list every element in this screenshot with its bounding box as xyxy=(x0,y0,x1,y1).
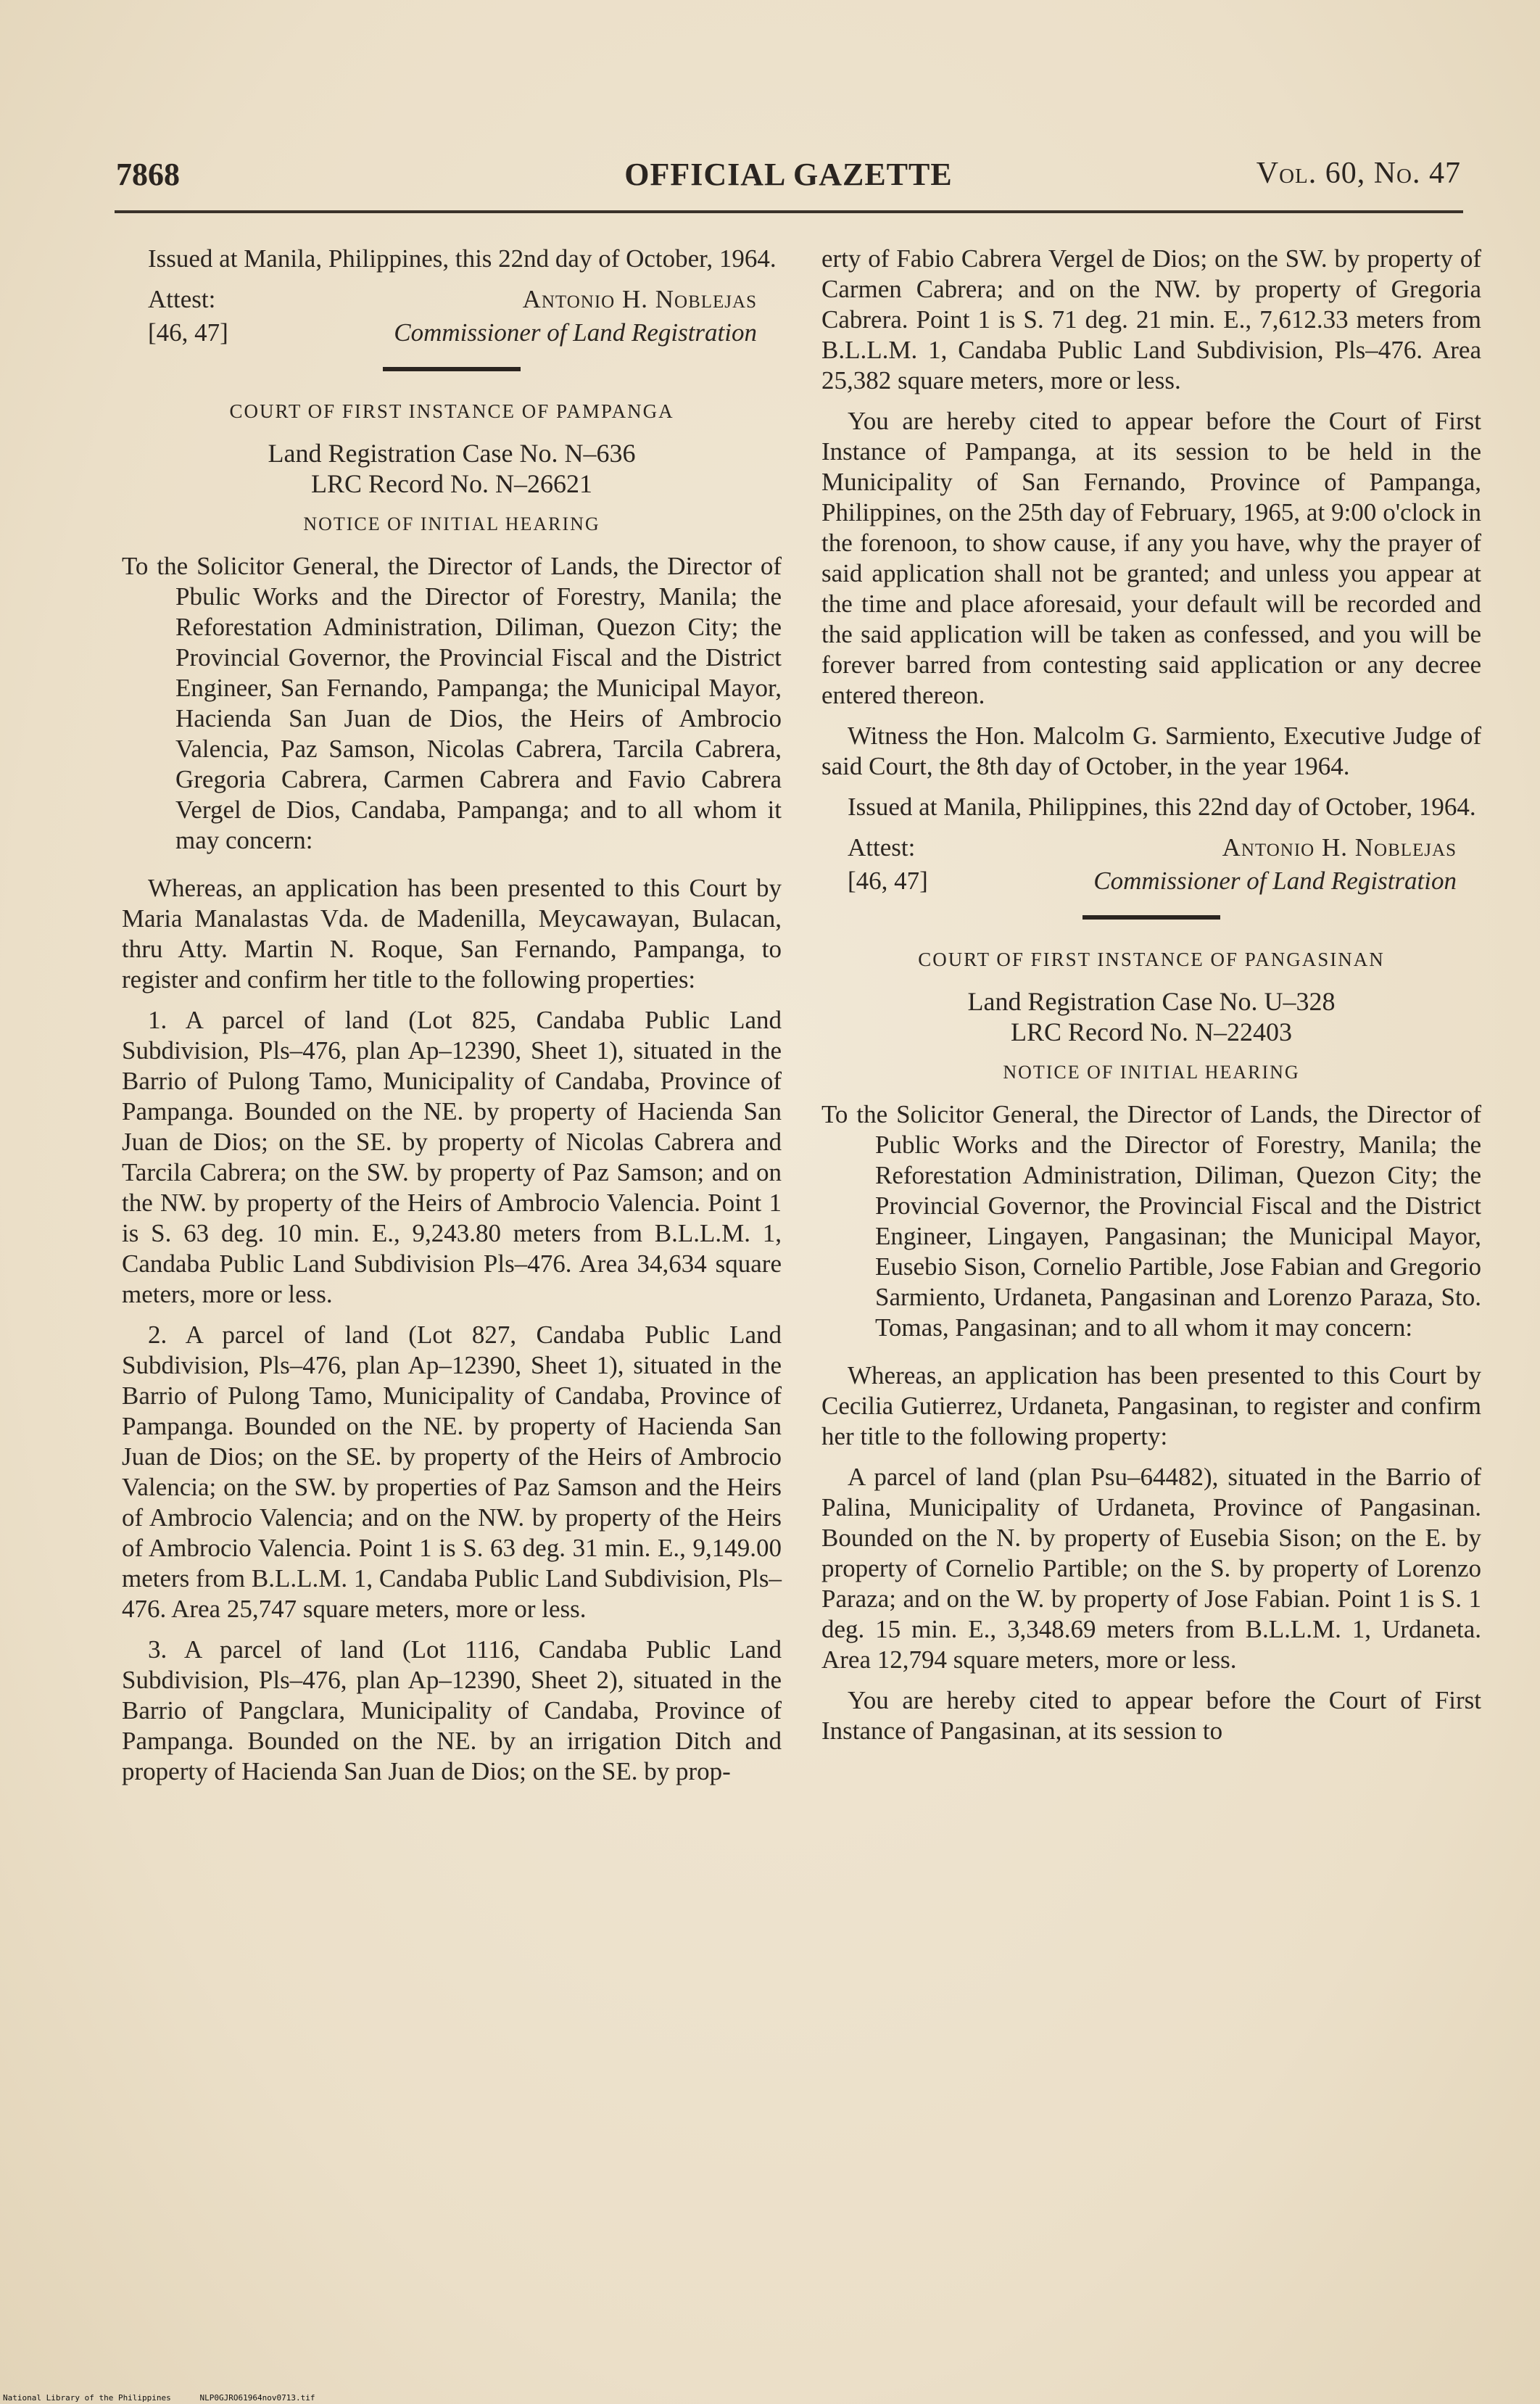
addressees-paragraph: To the Solicitor General, the Director of Lands, the Director of Public Works and the Director of Forestry, Manila; the Reforestation Administration, Diliman, Quezon City; the Provincial Governor, the Provincial Fiscal and the District Engineer, Lingayen, Pangasinan; the Municipal Mayor, Eusebio Sison, Cornelio Partible, Jose Fabian and Gregorio Sarmiento, Urdaneta, Pangasinan and Lorenzo Paraza, Sto. Tomas, Pangasinan; and to all whom it may concern: xyxy=(821,1100,1481,1342)
attest-ref: [46, 47] xyxy=(148,318,228,347)
attest-title: Commissioner of Land Registration xyxy=(1093,867,1457,895)
court-heading: COURT OF FIRST INSTANCE OF PANGASINAN xyxy=(918,949,1385,970)
parcel-2-paragraph: 2. A parcel of land (Lot 827, Candaba Public Land Subdivision, Pls–476, plan Ap–12390, Sheet 1), situated in the Barrio of Pulong Tamo, Municipality of Candaba, Province of Pampanga. Bounded on the NE. by property of Hacienda San Juan de Dios; on the SE. by property of the Heirs of Ambrocio Valencia; on the SW. by properties of Paz Samson and the Heirs of Ambrocio Valencia; and on the NW. by property of the Heirs of Ambrocio Valencia. Point 1 is S. 63 deg. 31 min. E., 9,149.00 meters from B.L.L.M. 1, Candaba Public Land Subdivision, Pls–476. Area 25,747 square meters, more or less. xyxy=(122,1321,782,1623)
addressees-paragraph: To the Solicitor General, the Director of Lands, the Director of Pbulic Works and the Director of Forestry, Manila; the Reforestation Administration, Diliman, Quezon City; the Provincial Governor, the Provincial Fiscal and the District Engineer, San Fernando, Pampanga; the Municipal Mayor, Hacienda San Juan de Dios, the Heirs of Ambrocio Valencia, Paz Samson, Nicolas Cabrera, Tarcila Cabrera, Gregoria Cabrera, Carmen Cabrera and Favio Cabrera Vergel de Dios, Candaba, Pampanga; and to all whom it may concern: xyxy=(122,552,782,854)
issued-paragraph: Issued at Manila, Philippines, this 22nd day of October, 1964. xyxy=(848,793,1476,821)
attest-line xyxy=(848,833,1457,863)
page-header xyxy=(116,156,1461,207)
section-separator xyxy=(383,367,521,371)
left-column xyxy=(122,244,782,1797)
attest-name: Antonio H. Noblejas xyxy=(522,285,757,313)
attest-name: Antonio H. Noblejas xyxy=(1222,833,1457,862)
page-number: 7868 xyxy=(116,157,180,192)
attest-title: Commissioner of Land Registration xyxy=(394,318,757,347)
parcel-3-paragraph: 3. A parcel of land (Lot 1116, Candaba Public Land Subdivision, Pls–476, plan Ap–12390, Sheet 2), situated in the Barrio of Pangclara, Municipality of Candaba, Province of Pampanga. Bounded on the NE. by an irrigation Ditch and property of Hacienda San Juan de Dios; on the SE. by prop- xyxy=(122,1635,782,1785)
parcel-1-paragraph: 1. A parcel of land (Lot 825, Candaba Public Land Subdivision, Pls–476, plan Ap–12390, Sheet 1), situated in the Barrio of Pulong Tamo, Municipality of Candaba, Province of Pampanga. Bounded on the NE. by property of Hacienda San Juan de Dios; on the SE. by property of Nicolas Cabrera and Tarcila Cabrera; on the SW. by property of Paz Samson; and on the NW. by property of the Heirs of Ambrocio Valencia. Point 1 is S. 63 deg. 10 min. E., 9,243.80 meters from B.L.L.M. 1, Candaba Public Land Subdivision Pls–476. Area 34,634 square meters, more or less. xyxy=(122,1006,782,1308)
scan-footer: National Library of the Philippines NLP0GJRO61964nov0713.tif xyxy=(3,2393,315,2403)
witness-paragraph: Witness the Hon. Malcolm G. Sarmiento, Executive Judge of said Court, the 8th day of October, in the year 1964. xyxy=(821,722,1481,780)
cited-paragraph-2: You are hereby cited to appear before the Court of First Instance of Pangasinan, at its session to xyxy=(821,1686,1481,1745)
court-heading: COURT OF FIRST INSTANCE OF PAMPANGA xyxy=(229,400,674,422)
lrc-record-number: LRC Record No. N–26621 xyxy=(311,469,592,498)
issued-paragraph: Issued at Manila, Philippines, this 22nd day of October, 1964. xyxy=(148,244,777,273)
attest-line xyxy=(148,284,757,315)
attest-ref: [46, 47] xyxy=(848,867,928,895)
attest-title-line xyxy=(148,318,757,348)
volume-number: Vol. 60, No. 47 xyxy=(1256,157,1461,190)
parcel-paragraph: A parcel of land (plan Psu–64482), situated in the Barrio of Palina, Municipality of Urdaneta, Province of Pangasinan. Bounded on the N. by property of Eusebia Sison; on the E. by property of Cornelio Partible; on the S. by property of Lorenzo Paraza; and on the W. by property of Jose Fabian. Point 1 is S. 1 deg. 15 min. E., 3,348.69 meters from B.L.L.M. 1, Urdaneta. Area 12,794 square meters, more or less. xyxy=(821,1463,1481,1674)
case-number: Land Registration Case No. N–636 xyxy=(268,439,636,468)
case-number: Land Registration Case No. U–328 xyxy=(967,987,1336,1016)
notice-heading: NOTICE OF INITIAL HEARING xyxy=(1003,1062,1300,1083)
whereas-paragraph: Whereas, an application has been presented to this Court by Maria Manalastas Vda. de Madenilla, Meycawayan, Bulacan, thru Atty. Martin N. Roque, San Fernando, Pampanga, to register and confirm her title to the following properties: xyxy=(122,874,782,994)
publication-title: OFFICIAL GAZETTE xyxy=(624,157,953,192)
section-separator xyxy=(1082,915,1220,920)
attest-title-line xyxy=(848,866,1457,896)
whereas-paragraph: Whereas, an application has been presented to this Court by Cecilia Gutierrez, Urdaneta, Pangasinan, to register and confirm her title to the following property: xyxy=(821,1361,1481,1450)
right-column xyxy=(821,244,1481,1756)
cited-paragraph: You are hereby cited to appear before the Court of First Instance of Pampanga, at its session to be held in the Municipality of San Fernando, Province of Pampanga, Philippines, on the 25th day of February, 1965, at 9:00 o'clock in the forenoon, to show cause, if any you have, why the prayer of said application shall not be granted; and unless you appear at the time and place aforesaid, your default will be recorded and the said application will be taken as confessed, and you will be forever barred from contesting said application or any decree entered thereon. xyxy=(821,407,1481,709)
attest-label: Attest: xyxy=(148,285,216,313)
notice-heading: NOTICE OF INITIAL HEARING xyxy=(303,513,600,534)
attest-label: Attest: xyxy=(848,833,916,862)
lrc-record-number: LRC Record No. N–22403 xyxy=(1011,1017,1292,1046)
header-rule xyxy=(115,210,1463,213)
parcel-3-continuation: erty of Fabio Cabrera Vergel de Dios; on the SW. by property of Carmen Cabrera; and on the NW. by property of Gregoria Cabrera. Point 1 is S. 71 deg. 21 min. E., 7,612.33 meters from B.L.L.M. 1, Candaba Public Land Subdivision, Pls–476. Area 25,382 square meters, more or less. xyxy=(821,244,1481,395)
